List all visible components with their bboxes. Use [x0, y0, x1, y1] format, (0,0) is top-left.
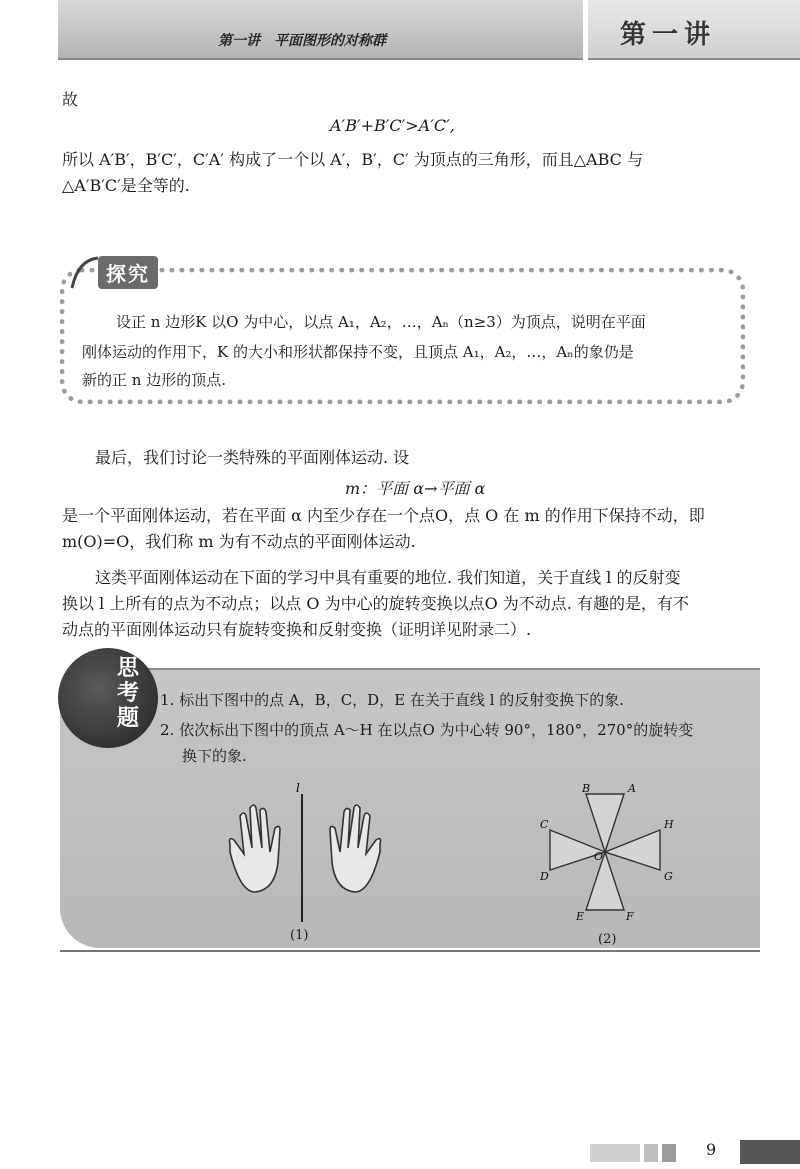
paragraph-line: m(O)=O，我们称 m 为有不动点的平面刚体运动. [62, 532, 416, 551]
paragraph-line: 这类平面刚体运动在下面的学习中具有重要的地位. 我们知道，关于直线 l 的反射变 [95, 568, 681, 587]
paragraph-lead: 故 [62, 90, 79, 109]
explore-line: 设正 n 边形K 以O 为中心，以点 A₁，A₂，…，Aₙ（n≥3）为顶点，说明在平面 [116, 313, 646, 331]
paragraph-line: △A′B′C′是全等的. [62, 176, 190, 195]
paragraph-line: 最后，我们讨论一类特殊的平面刚体运动. 设 [95, 448, 410, 467]
vertex-label: B [582, 782, 591, 795]
explore-line: 新的正 n 边形的顶点. [82, 371, 226, 389]
vertex-label: A [628, 782, 636, 795]
explore-title: 探究 [98, 256, 158, 289]
think-char: 考 [116, 681, 139, 706]
figure2-caption: (2) [598, 932, 617, 947]
paragraph-line: 是一个平面刚体运动，若在平面 α 内至少存在一个点O，点 O 在 m 的作用下保持不动，即 [62, 506, 705, 525]
figure-rotation [536, 780, 676, 920]
vertex-label: C [540, 818, 549, 831]
figure-hands [210, 782, 410, 932]
think-char: 题 [116, 706, 139, 731]
center-label: O [594, 850, 604, 863]
question-2-continued: 换下的象. [182, 747, 247, 765]
vertex-label: D [540, 870, 549, 883]
left-hand-icon [230, 805, 281, 892]
book-icon [58, 648, 158, 748]
think-bottom-rule [60, 950, 760, 952]
vertex-label: E [576, 910, 585, 920]
triangle-right [605, 830, 660, 870]
paragraph-line: 动点的平面刚体运动只有旋转变换和反射变换（证明详见附录二）. [62, 620, 532, 639]
page-header [0, 0, 800, 62]
page-number: 9 [706, 1140, 717, 1159]
formula-mapping: m：平面 α→平面 α [345, 479, 486, 498]
footer-bars [590, 1140, 800, 1164]
think-char: 思 [116, 656, 139, 681]
formula-inequality: A′B′+B′C′>A′C′, [330, 116, 455, 135]
question-2: 2. 依次标出下图中的顶点 A～H 在以点O 为中心转 90°，180°，270°的旋转变 [160, 721, 694, 739]
vertex-label: H [664, 818, 674, 831]
explore-line: 刚体运动的作用下，K 的大小和形状都保持不变，且顶点 A₁，A₂，…，Aₙ的象仍是 [82, 343, 634, 361]
header-title: 第一讲 平面图形的对称群 [218, 33, 386, 49]
vertex-label: F [626, 910, 634, 920]
chapter-label: 第一讲 [620, 20, 717, 50]
triangle-bottom [586, 852, 624, 910]
vertex-label: G [664, 870, 673, 883]
paragraph-line: 换以 l 上所有的点为不动点；以点 O 为中心的旋转变换以点O 为不动点. 有趣的是，有不 [62, 594, 689, 613]
paragraph-line: 所以 A′B′，B′C′，C′A′ 构成了一个以 A′，B′，C′ 为顶点的三角形，而且△ABC 与 [62, 150, 643, 169]
right-hand-icon [330, 805, 381, 892]
line-label: l [296, 782, 300, 795]
figure1-caption: (1) [290, 928, 309, 943]
triangle-top [586, 794, 624, 852]
think-label [116, 656, 140, 731]
question-1: 1. 标出下图中的点 A，B，C，D，E 在关于直线 l 的反射变换下的象. [160, 691, 625, 709]
